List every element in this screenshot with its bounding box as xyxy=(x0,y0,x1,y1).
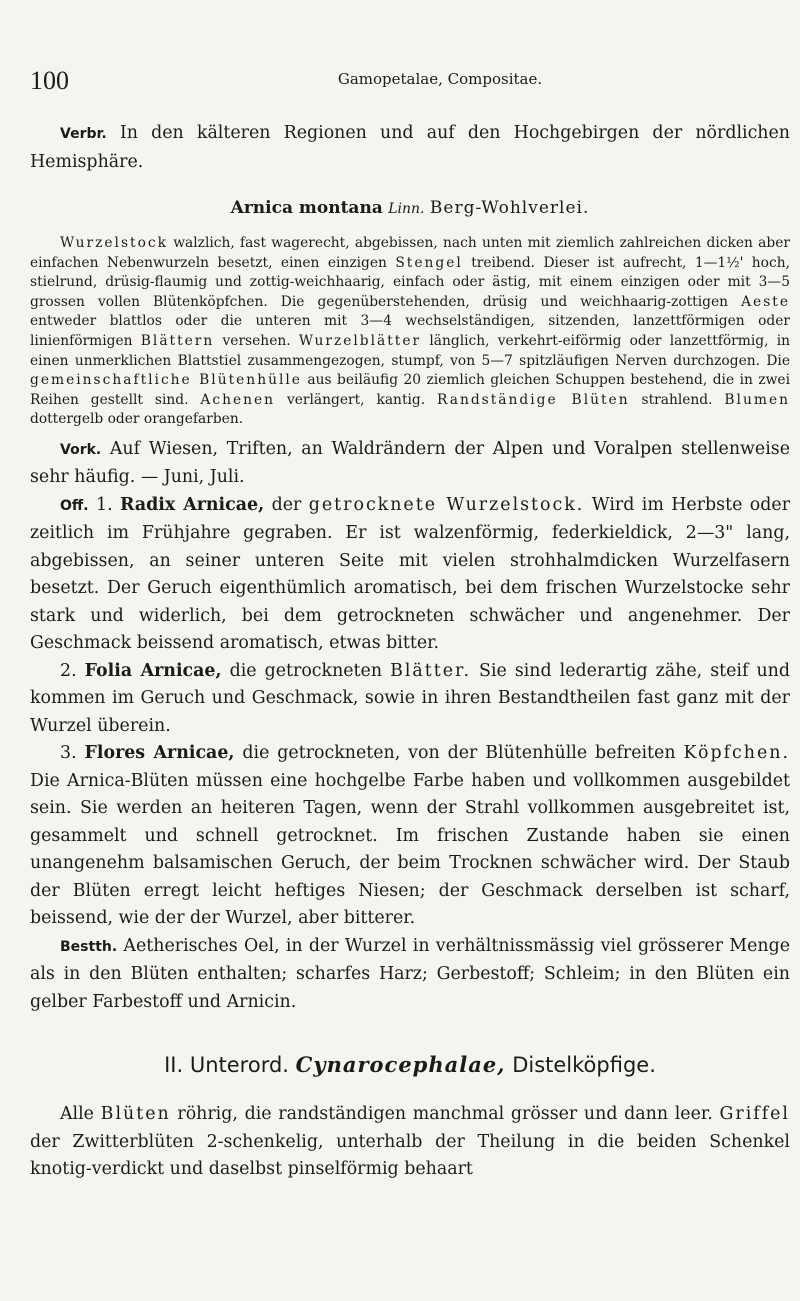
species-author: Linn. xyxy=(388,201,425,217)
item-text: Sie sind lederartig zähe, steif und kommen im Geruch und Geschmack, sowie in ihren Bestandtheilen fast ganz mit der Wurzel überein. xyxy=(30,660,790,736)
final-paragraph xyxy=(30,1101,790,1184)
bestth-label: Bestth. xyxy=(60,938,118,955)
item-title: Folia Arnicae, xyxy=(84,660,222,681)
section-prefix: II. Unterord. xyxy=(164,1053,289,1078)
page-body xyxy=(30,120,790,1184)
page-number: 100 xyxy=(30,66,69,95)
desc-term: Wurzelblätter xyxy=(298,332,422,349)
desc-text: versehen. xyxy=(214,332,299,349)
item-title: Radix Arnicae, xyxy=(120,494,265,515)
running-title: Gamopetalae, Compositae. xyxy=(337,70,543,88)
desc-term: Stengel xyxy=(395,254,463,271)
section-name: Cynarocephalae, xyxy=(295,1052,506,1078)
desc-text: verlängert, kantig. xyxy=(275,391,438,408)
section-heading xyxy=(30,1052,790,1077)
desc-term: Achenen xyxy=(200,391,276,408)
verbr-label: Verbr. xyxy=(60,126,107,142)
final-text: röhrig, die randständigen manchmal grösser und dann leer. xyxy=(170,1104,720,1125)
desc-text: länglich, verkehrt-eiförmig oder lanzettförmig, in einen unmerklichen Blattstiel zusammengezogen, stumpf, von 5—7 spitzläufigen Nerven durchzogen. Die xyxy=(30,332,790,369)
off-label: Off. xyxy=(60,497,89,514)
desc-text: dottergelb oder orangefarben. xyxy=(30,411,244,428)
item-number: 2. xyxy=(60,660,77,681)
desc-term: Blumen xyxy=(724,391,790,408)
item-pre: die getrockneten xyxy=(229,660,391,681)
vork-text: Auf Wiesen, Triften, an Waldrändern der Alpen und Voralpen stellenweise sehr häufig. — Juni, Juli. xyxy=(30,438,790,488)
verbr-text: In den kälteren Regionen und auf den Hochgebirgen der nördlichen Hemisphäre. xyxy=(30,123,791,172)
desc-text: strahlend. xyxy=(629,391,725,408)
item-text: Wird im Herbste oder zeitlich im Frühjahre gegraben. Er ist walzenförmig, federkieldick, 2—3" lang, abgebissen, an seiner unteren Seite mit vielen strohhalmdicken Wurzelfasern besetzt. Der Geruch eigenthümlich aromatisch, bei dem frischen Wurzelstocke sehr stark und widerlich, bei dem getrockneten schwächer und angenehmer. Der Geschmack beissend aromatisch, etwas bitter. xyxy=(30,494,791,654)
desc-text: walzlich, fast wagerecht, abgebissen, nach unten mit ziemlich zahlreichen dicken aber einfachen Nebenwurzeln besetzt, einen einzigen xyxy=(30,235,790,271)
item-term: getrocknete Wurzelstock. xyxy=(308,494,585,515)
final-pre: Alle xyxy=(60,1104,101,1125)
item-number: 3. xyxy=(60,743,77,764)
desc-term: gemeinschaftliche Blütenhülle xyxy=(30,372,302,389)
item-text: Die Arnica-Blüten müssen eine hochgelbe Farbe haben und vollkommen ausgebildet sein. Sie werden an heiteren Tagen, wenn der Strahl vollkommen ausgebreitet ist, gesammelt und schnell getrocknet. Im frischen Zustande haben sie einen unangenehm balsamischen Geruch, der beim Trocknen schwächer wird. Der Staub der Blüten erregt leicht heftiges Niesen; der Geschmack derselben ist scharf, beissend, wie der der Wurzel, aber bitterer. xyxy=(30,770,790,929)
off-item-1 xyxy=(30,492,790,658)
desc-term: Aeste xyxy=(741,293,790,310)
species-description xyxy=(30,234,790,430)
off-item-3 xyxy=(30,740,790,933)
verbr-paragraph xyxy=(30,120,790,176)
final-term: Blüten xyxy=(100,1104,171,1125)
desc-text: entweder blattlos oder die unteren mit 3—4 wechselständigen, sitzenden, lanzettförmigen oder linienförmigen xyxy=(30,313,790,349)
section-suffix: Distelköpfige. xyxy=(512,1053,656,1078)
item-title: Flores Arnicae, xyxy=(84,743,235,764)
item-term: Blätter. xyxy=(390,660,471,681)
species-heading xyxy=(30,198,790,218)
page-header xyxy=(30,66,790,106)
species-common-name: Berg-Wohlverlei. xyxy=(429,198,590,218)
vork-paragraph xyxy=(30,436,790,492)
item-term: Köpfchen. xyxy=(683,743,790,764)
desc-text: treibend. Dieser ist aufrecht, 1—1½' hoch, stielrund, drüsig-flaumig und zottig-weichhaarig, einfach oder ästig, mit einem einzigen oder mit 3—5 grossen vollen Blütenköpfchen. Die gegenüberstehenden, drüsig und weichhaarig-zottigen xyxy=(30,254,790,310)
bestth-paragraph xyxy=(30,933,790,1017)
desc-term: Randständige Blüten xyxy=(437,391,630,408)
desc-term: Wurzelstock xyxy=(60,235,168,251)
vork-label: Vork. xyxy=(60,441,102,458)
desc-term: Blättern xyxy=(140,332,215,349)
bestth-text: Aetherisches Oel, in der Wurzel in verhältnissmässig viel grösserer Menge als in den Blüten enthalten; scharfes Harz; Gerbestoff; Schleim; in den Blüten ein gelber Farbestoff und Arnicin. xyxy=(30,935,791,1012)
desc-text: aus beiläufig 20 ziemlich gleichen Schuppen bestehend, die in zwei Reihen gestellt sind. xyxy=(30,372,790,408)
final-text: der Zwitterblüten 2-schenkelig, unterhalb der Theilung in die beiden Schenkel knotig-verdickt und daselbst pinselförmig behaart xyxy=(30,1131,790,1180)
species-name: Arnica montana xyxy=(230,198,383,218)
item-pre: die getrockneten, von der Blütenhülle befreiten xyxy=(242,743,684,764)
item-number: 1. xyxy=(96,494,113,515)
off-item-2 xyxy=(30,658,790,741)
item-pre: der xyxy=(271,494,309,515)
final-term: Griffel xyxy=(719,1104,790,1125)
